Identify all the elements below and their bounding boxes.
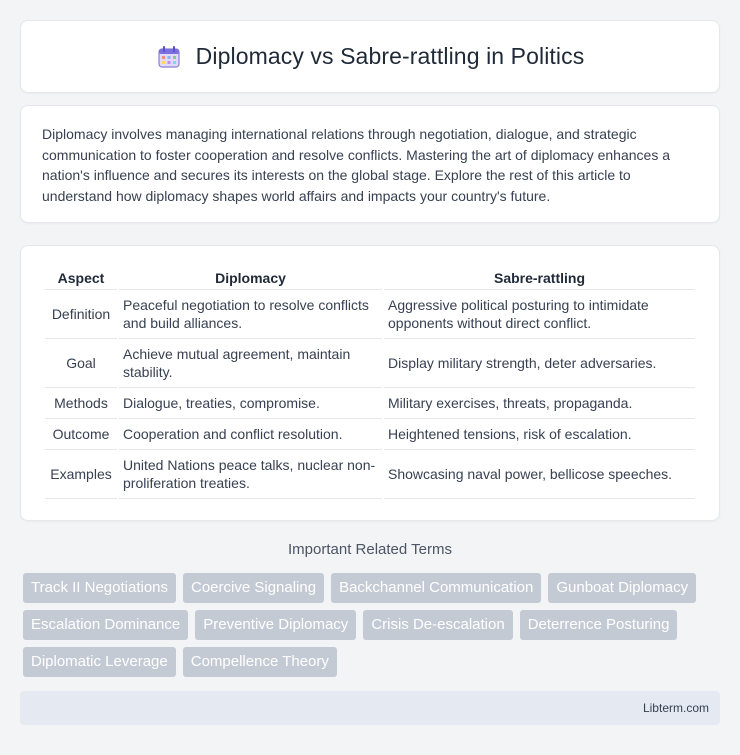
- term-tag[interactable]: Crisis De-escalation: [363, 610, 512, 640]
- table-row: [45, 450, 695, 499]
- diplomacy-cell: Peaceful negotiation to resolve conflicts and build alliances.: [119, 290, 382, 339]
- term-tag[interactable]: Track II Negotiations: [23, 573, 176, 603]
- term-tag[interactable]: Backchannel Communication: [331, 573, 541, 603]
- aspect-cell: Goal: [45, 339, 117, 388]
- footer-brand-link[interactable]: Libterm.com: [642, 701, 709, 715]
- diplomacy-cell: United Nations peace talks, nuclear non-proliferation treaties.: [119, 450, 382, 499]
- aspect-cell: Examples: [45, 450, 117, 499]
- term-tag[interactable]: Gunboat Diplomacy: [548, 573, 696, 603]
- aspect-cell: Outcome: [45, 419, 117, 450]
- aspect-cell: Definition: [45, 290, 117, 339]
- diplomacy-cell: Dialogue, treaties, compromise.: [119, 388, 382, 419]
- header-sabre-rattling: Sabre-rattling: [384, 263, 695, 290]
- term-tag[interactable]: Compellence Theory: [183, 647, 337, 677]
- term-tag[interactable]: Diplomatic Leverage: [23, 647, 176, 677]
- term-tag[interactable]: Deterrence Posturing: [520, 610, 678, 640]
- term-tag[interactable]: Preventive Diplomacy: [195, 610, 356, 640]
- term-tag[interactable]: Coercive Signaling: [183, 573, 324, 603]
- related-terms-list: [23, 573, 723, 677]
- aspect-cell: Methods: [45, 388, 117, 419]
- sabre-rattling-cell: Aggressive political posturing to intimidate opponents without direct conflict.: [384, 290, 695, 339]
- intro-card: [20, 105, 720, 223]
- page-title: Diplomacy vs Sabre-rattling in Politics: [195, 43, 585, 69]
- related-terms-heading: Important Related Terms: [288, 541, 452, 558]
- sabre-rattling-cell: Showcasing naval power, bellicose speeches.: [384, 450, 695, 499]
- term-tag[interactable]: Escalation Dominance: [23, 610, 188, 640]
- sabre-rattling-cell: Display military strength, deter adversaries.: [384, 339, 695, 388]
- table-row: [45, 419, 695, 450]
- header-diplomacy: Diplomacy: [119, 263, 382, 290]
- calendar-icon: [156, 44, 182, 70]
- sabre-rattling-cell: Heightened tensions, risk of escalation.: [384, 419, 695, 450]
- title-card: [20, 20, 720, 93]
- diplomacy-cell: Cooperation and conflict resolution.: [119, 419, 382, 450]
- footer-bar: [20, 691, 720, 725]
- table-header-row: [45, 263, 695, 290]
- sabre-rattling-cell: Military exercises, threats, propaganda.: [384, 388, 695, 419]
- table-row: [45, 339, 695, 388]
- header-aspect: Aspect: [45, 263, 117, 290]
- intro-text: Diplomacy involves managing international relations through negotiation, dialogue, and strategic communication to foster cooperation and resolve conflicts. Mastering the art of diplomacy enhances a nation's influence and secures its interests on the global stage. Explore the rest of this article to understand how diplomacy shapes world affairs and impacts your country's future.: [42, 126, 670, 204]
- table-row: [45, 388, 695, 419]
- comparison-card: [20, 245, 720, 521]
- table-row: [45, 290, 695, 339]
- comparison-table: [43, 263, 697, 499]
- diplomacy-cell: Achieve mutual agreement, maintain stability.: [119, 339, 382, 388]
